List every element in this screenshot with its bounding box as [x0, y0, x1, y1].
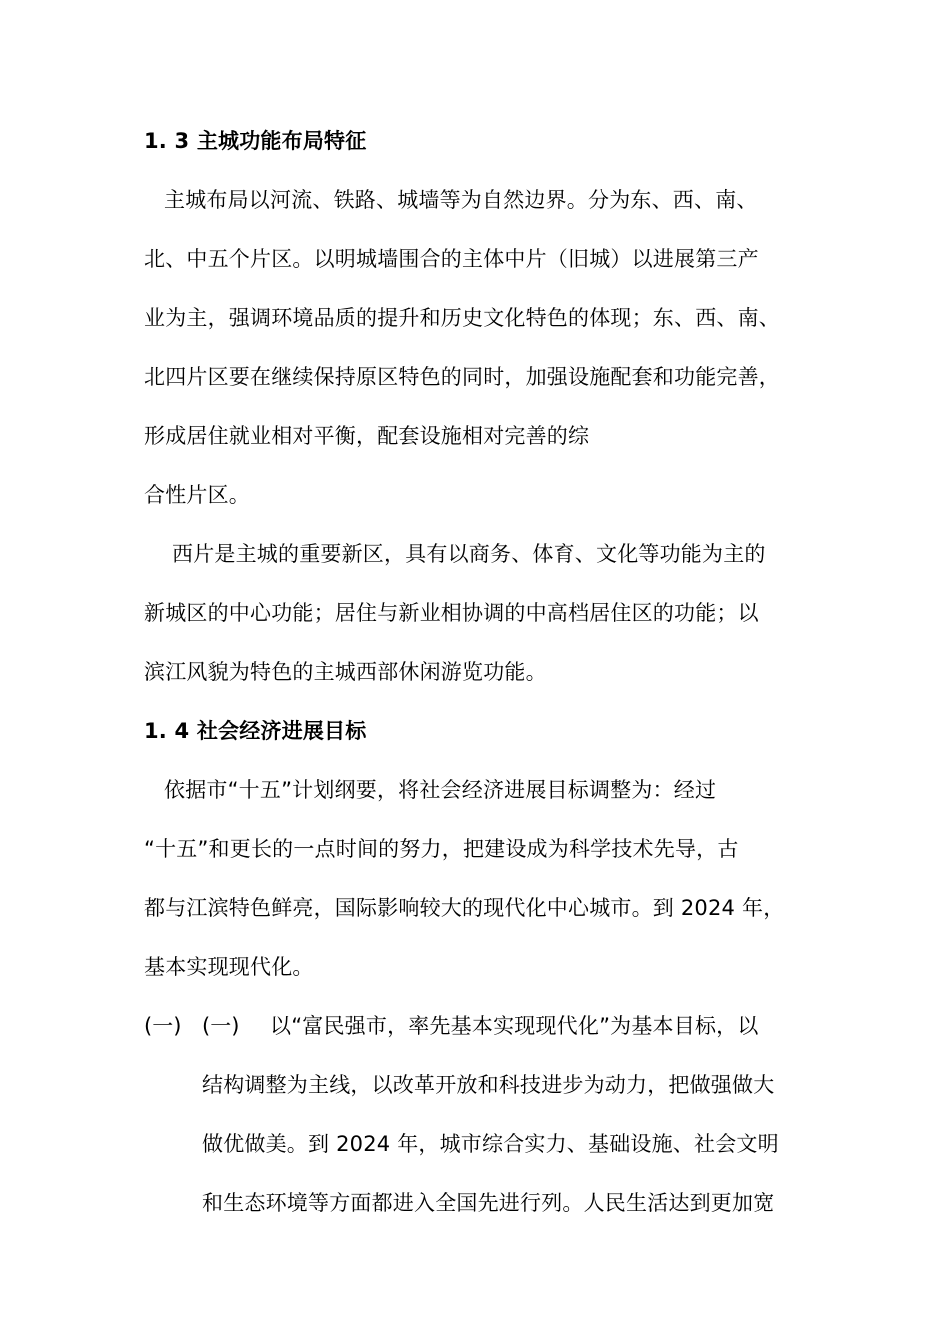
list-item-line: 做优做美。到 2024 年，城市综合实力、基础设施、社会文明 — [202, 1132, 779, 1156]
paragraph-line: 业为主，强调环境品质的提升和历史文化特色的体现；东、西、南、 — [144, 306, 780, 330]
paragraph-line: 北、中五个片区。以明城墙围合的主体中片（旧城）以进展第三产 — [144, 247, 759, 271]
list-item-line: 以“富民强市，率先基本实现现代化”为基本目标，以 — [270, 1014, 759, 1038]
paragraph-line: 新城区的中心功能；居住与新业相协调的中高档居住区的功能；以 — [144, 601, 759, 625]
paragraph-line: 基本实现现代化。 — [144, 955, 314, 979]
paragraph-line: 北四片区要在继续保持原区特色的同时，加强设施配套和功能完善， — [144, 365, 780, 389]
list-marker-inner: (一) — [202, 1014, 240, 1038]
paragraph-line: 依据市“十五”计划纲要，将社会经济进展目标调整为：经过 — [164, 778, 717, 802]
section-heading-1-3: 1. 3 主城功能布局特征 — [144, 129, 367, 153]
list-item-line: 结构调整为主线，以改革开放和科技进步为动力，把做强做大 — [202, 1073, 775, 1097]
paragraph-line: “十五”和更长的一点时间的努力，把建设成为科学技术先导，古 — [144, 837, 739, 861]
list-item-line: 和生态环境等方面都进入全国先进行列。人民生活达到更加宽 — [202, 1191, 775, 1215]
list-marker-outer: (一) — [144, 1014, 182, 1038]
paragraph-line: 合性片区。 — [144, 483, 250, 507]
paragraph-line: 西片是主城的重要新区，具有以商务、体育、文化等功能为主的 — [172, 542, 766, 566]
paragraph-line: 滨江风貌为特色的主城西部休闲游览功能。 — [144, 660, 547, 684]
section-heading-1-4: 1. 4 社会经济进展目标 — [144, 719, 367, 743]
paragraph-line: 形成居住就业相对平衡，配套设施相对完善的综 — [144, 424, 590, 448]
paragraph-line: 主城布局以河流、铁路、城墙等为自然边界。分为东、西、南、 — [164, 188, 758, 212]
paragraph-line: 都与江滨特色鲜亮，国际影响较大的现代化中心城市。到 2024 年， — [144, 896, 785, 920]
